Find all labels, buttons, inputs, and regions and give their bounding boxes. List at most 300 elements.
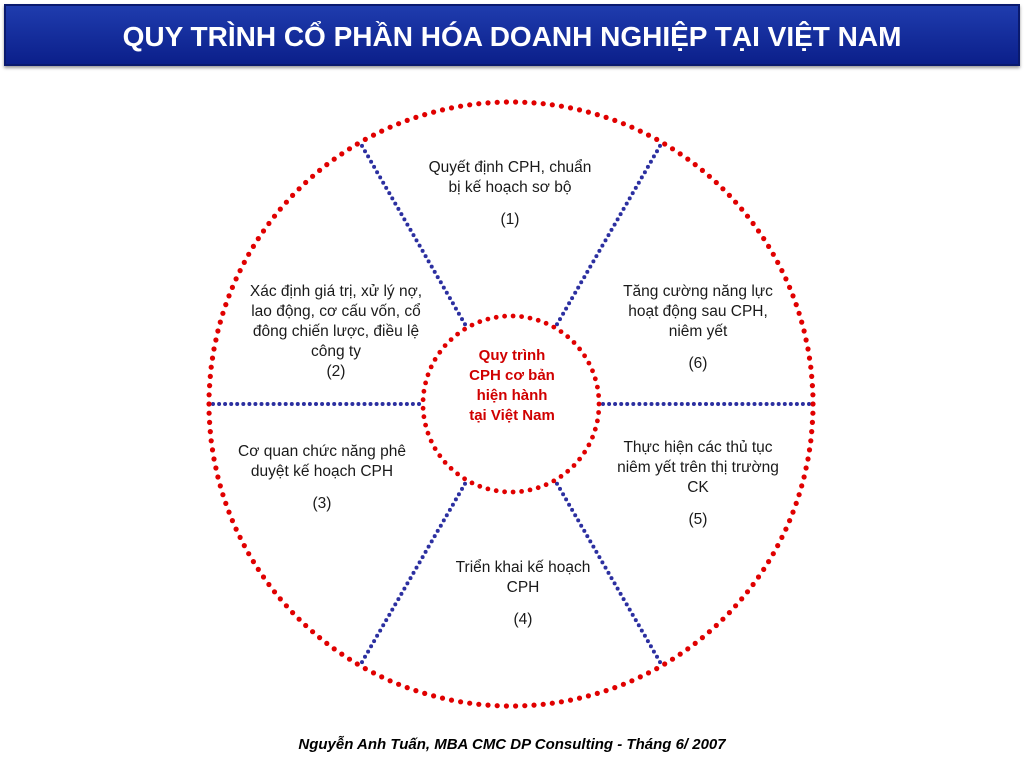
spoke-dot xyxy=(387,613,391,617)
spoke-dot xyxy=(448,296,452,300)
inner-ring-dot xyxy=(511,490,516,495)
inner-ring-dot xyxy=(449,466,454,471)
spoke-dot xyxy=(284,402,288,406)
outer-ring-dot xyxy=(238,535,243,540)
outer-ring-dot xyxy=(290,610,295,615)
outer-ring-dot xyxy=(207,392,212,397)
inner-ring-dot xyxy=(519,314,524,319)
spoke-dot xyxy=(326,402,330,406)
outer-ring-dot xyxy=(467,102,472,107)
spoke-dot xyxy=(558,317,562,321)
inner-ring-dot xyxy=(429,365,434,370)
spoke-dot xyxy=(801,402,805,406)
segment-5 xyxy=(616,438,780,530)
outer-ring-dot xyxy=(621,682,626,687)
inner-ring-dot xyxy=(486,317,491,322)
outer-ring-dot xyxy=(646,133,651,138)
spoke-dot xyxy=(344,402,348,406)
spoke-dot xyxy=(457,492,461,496)
outer-ring-dot xyxy=(807,447,812,452)
spoke-dot xyxy=(381,623,385,627)
outer-ring-dot xyxy=(751,221,756,226)
outer-ring-dot xyxy=(242,543,247,548)
spoke-dot xyxy=(561,492,565,496)
inner-ring-dot xyxy=(544,482,549,487)
spoke-dot xyxy=(637,623,641,627)
inner-ring-dot xyxy=(536,485,541,490)
spoke-dot xyxy=(610,228,614,232)
segment-6-text: Tăng cường năng lực hoạt động sau CPH, niêm yết xyxy=(623,283,773,340)
spoke-dot xyxy=(430,539,434,543)
outer-ring-dot xyxy=(568,105,573,110)
outer-ring-dot xyxy=(586,693,591,698)
spoke-dot xyxy=(399,212,403,216)
inner-ring-dot xyxy=(582,450,587,455)
spoke-dot xyxy=(384,618,388,622)
spoke-dot xyxy=(393,402,397,406)
spoke-dot xyxy=(296,402,300,406)
spoke-dot xyxy=(308,402,312,406)
inner-ring-dot xyxy=(596,410,601,415)
spoke-dot xyxy=(576,286,580,290)
outer-ring-dot xyxy=(662,661,667,666)
spoke-dot xyxy=(588,265,592,269)
inner-ring-dot xyxy=(572,340,577,345)
spoke-dot xyxy=(658,660,662,664)
spoke-dot xyxy=(418,244,422,248)
outer-ring-dot xyxy=(234,527,239,532)
outer-ring-dot xyxy=(809,429,814,434)
spoke-dot xyxy=(716,402,720,406)
outer-ring-dot xyxy=(440,696,445,701)
outer-ring-dot xyxy=(577,107,582,112)
spoke-dot xyxy=(445,513,449,517)
spoke-dot xyxy=(613,581,617,585)
outer-ring-dot xyxy=(317,168,322,173)
outer-ring-dot xyxy=(612,685,617,690)
outer-ring-dot xyxy=(775,260,780,265)
outer-ring-dot xyxy=(808,438,813,443)
outer-ring-dot xyxy=(685,646,690,651)
spoke-dot xyxy=(692,402,696,406)
outer-ring-dot xyxy=(210,356,215,361)
outer-ring-dot xyxy=(207,411,212,416)
outer-ring-dot xyxy=(761,567,766,572)
spoke-dot xyxy=(637,402,641,406)
spoke-dot xyxy=(625,202,629,206)
outer-ring-dot xyxy=(807,356,812,361)
outer-ring-dot xyxy=(220,311,225,316)
spoke-dot xyxy=(411,402,415,406)
spoke-dot xyxy=(338,402,342,406)
inner-ring-dot xyxy=(433,446,438,451)
spoke-dot xyxy=(616,587,620,591)
spoke-dot xyxy=(393,602,397,606)
outer-ring-dot xyxy=(761,236,766,241)
outer-ring-dot xyxy=(794,501,799,506)
spoke-dot xyxy=(457,312,461,316)
spoke-dot xyxy=(591,259,595,263)
spoke-dot xyxy=(399,592,403,596)
spoke-dot xyxy=(217,402,221,406)
outer-ring-dot xyxy=(405,118,410,123)
outer-ring-dot xyxy=(810,392,815,397)
spoke-dot xyxy=(607,233,611,237)
inner-ring-dot xyxy=(577,457,582,462)
inner-ring-dot xyxy=(455,472,460,477)
spoke-dot xyxy=(631,191,635,195)
spoke-dot xyxy=(387,191,391,195)
outer-ring-dot xyxy=(522,703,527,708)
spoke-dot xyxy=(607,402,611,406)
spoke-dot xyxy=(652,154,656,158)
spoke-dot xyxy=(789,402,793,406)
spoke-dot xyxy=(396,207,400,211)
segment-2 xyxy=(246,282,426,382)
outer-ring-dot xyxy=(531,100,536,105)
inner-ring-dot xyxy=(519,489,524,494)
spoke-dot xyxy=(668,402,672,406)
spoke-dot xyxy=(424,550,428,554)
spoke-dot xyxy=(576,518,580,522)
spoke-dot xyxy=(728,402,732,406)
inner-ring-dot xyxy=(462,327,467,332)
spoke-dot xyxy=(381,181,385,185)
outer-ring-dot xyxy=(745,589,750,594)
outer-ring-dot xyxy=(226,509,231,514)
outer-ring-dot xyxy=(783,276,788,281)
outer-ring-dot xyxy=(808,365,813,370)
inner-ring-dot xyxy=(572,463,577,468)
spoke-dot xyxy=(448,508,452,512)
segment-5-number: (5) xyxy=(688,511,708,528)
outer-ring-dot xyxy=(290,193,295,198)
inner-ring-dot xyxy=(577,347,582,352)
spoke-dot xyxy=(570,508,574,512)
outer-ring-dot xyxy=(251,559,256,564)
inner-ring-dot xyxy=(429,439,434,444)
outer-ring-dot xyxy=(266,582,271,587)
spoke-dot xyxy=(613,223,617,227)
spoke-dot xyxy=(369,160,373,164)
outer-ring-dot xyxy=(266,221,271,226)
outer-ring-dot xyxy=(242,260,247,265)
spoke-dot xyxy=(662,402,666,406)
outer-ring-dot xyxy=(531,703,536,708)
inner-ring-dot xyxy=(596,393,601,398)
spoke-dot xyxy=(610,576,614,580)
spoke-dot xyxy=(746,402,750,406)
outer-ring-dot xyxy=(246,551,251,556)
spoke-dot xyxy=(363,149,367,153)
spoke-dot xyxy=(622,597,626,601)
outer-ring-dot xyxy=(339,151,344,156)
outer-ring-dot xyxy=(550,701,555,706)
outer-ring-dot xyxy=(799,483,804,488)
inner-ring-dot xyxy=(559,474,564,479)
spoke-dot xyxy=(375,170,379,174)
inner-ring-dot xyxy=(433,357,438,362)
outer-ring-dot xyxy=(261,574,266,579)
outer-ring-dot xyxy=(670,146,675,151)
outer-ring-dot xyxy=(577,696,582,701)
outer-ring-dot xyxy=(347,657,352,662)
spoke-dot xyxy=(350,402,354,406)
outer-ring-dot xyxy=(363,666,368,671)
spoke-dot xyxy=(722,402,726,406)
outer-ring-dot xyxy=(504,703,509,708)
outer-ring-dot xyxy=(707,174,712,179)
spoke-dot xyxy=(366,650,370,654)
spoke-dot xyxy=(564,497,568,501)
outer-ring-dot xyxy=(693,162,698,167)
spoke-dot xyxy=(622,207,626,211)
spoke-dot xyxy=(628,608,632,612)
inner-ring-dot xyxy=(437,453,442,458)
outer-ring-dot xyxy=(771,551,776,556)
outer-ring-dot xyxy=(485,703,490,708)
outer-ring-dot xyxy=(787,285,792,290)
spoke-dot xyxy=(247,402,251,406)
outer-ring-dot xyxy=(458,699,463,704)
outer-ring-dot xyxy=(629,125,634,130)
spoke-dot xyxy=(366,154,370,158)
spoke-dot xyxy=(460,487,464,491)
spoke-dot xyxy=(402,587,406,591)
segment-2-text: Xác định giá trị, xử lý nợ, lao động, cơ cấu vốn, cổ đông chiến lược, điều lệ công ty xyxy=(249,283,423,360)
segment-2-number: (2) xyxy=(326,363,346,380)
outer-ring-dot xyxy=(213,337,218,342)
outer-ring-dot xyxy=(522,100,527,105)
spoke-dot xyxy=(266,402,270,406)
spoke-dot xyxy=(260,402,264,406)
outer-ring-dot xyxy=(756,574,761,579)
spoke-dot xyxy=(649,160,653,164)
outer-ring-dot xyxy=(638,674,643,679)
outer-ring-dot xyxy=(809,374,814,379)
spoke-dot xyxy=(418,560,422,564)
inner-ring-dot xyxy=(593,376,598,381)
inner-ring-dot xyxy=(511,314,516,319)
segment-5-text: Thực hiện các thủ tục niêm yết trên thị trường CK xyxy=(617,439,779,496)
outer-ring-dot xyxy=(714,623,719,628)
outer-ring-dot xyxy=(223,501,228,506)
outer-ring-dot xyxy=(802,474,807,479)
outer-ring-dot xyxy=(638,129,643,134)
outer-ring-dot xyxy=(413,115,418,120)
spoke-dot xyxy=(442,518,446,522)
spoke-dot xyxy=(375,634,379,638)
outer-ring-dot xyxy=(700,168,705,173)
outer-ring-dot xyxy=(513,703,518,708)
outer-ring-dot xyxy=(332,157,337,162)
spoke-dot xyxy=(436,275,440,279)
outer-ring-dot xyxy=(810,420,815,425)
outer-ring-dot xyxy=(422,691,427,696)
spoke-dot xyxy=(369,644,373,648)
outer-ring-dot xyxy=(396,121,401,126)
spoke-dot xyxy=(585,270,589,274)
outer-ring-dot xyxy=(678,151,683,156)
outer-ring-dot xyxy=(256,236,261,241)
spoke-dot xyxy=(686,402,690,406)
outer-ring-dot xyxy=(621,121,626,126)
spoke-dot xyxy=(616,217,620,221)
outer-ring-dot xyxy=(745,214,750,219)
spoke-dot xyxy=(272,402,276,406)
outer-ring-dot xyxy=(612,118,617,123)
outer-ring-dot xyxy=(799,320,804,325)
spoke-dot xyxy=(415,566,419,570)
spoke-dot xyxy=(363,402,367,406)
outer-ring-dot xyxy=(371,133,376,138)
spoke-dot xyxy=(795,402,799,406)
outer-ring-dot xyxy=(783,527,788,532)
outer-ring-dot xyxy=(804,465,809,470)
outer-ring-dot xyxy=(379,674,384,679)
spoke-dot xyxy=(759,402,763,406)
spoke-dot xyxy=(409,228,413,232)
inner-ring-dot xyxy=(422,389,427,394)
outer-ring-dot xyxy=(707,629,712,634)
outer-ring-dot xyxy=(388,678,393,683)
outer-ring-dot xyxy=(303,180,308,185)
inner-ring-dot xyxy=(582,353,587,358)
outer-ring-dot xyxy=(714,180,719,185)
spoke-dot xyxy=(625,602,629,606)
spoke-dot xyxy=(652,650,656,654)
outer-ring-dot xyxy=(733,200,738,205)
outer-ring-dot xyxy=(317,635,322,640)
outer-ring-dot xyxy=(215,474,220,479)
spoke-dot xyxy=(360,144,364,148)
spoke-dot xyxy=(445,291,449,295)
outer-ring-dot xyxy=(550,102,555,107)
outer-ring-dot xyxy=(541,101,546,106)
outer-ring-dot xyxy=(297,186,302,191)
outer-ring-dot xyxy=(211,456,216,461)
outer-ring-dot xyxy=(278,207,283,212)
spoke-dot xyxy=(631,613,635,617)
outer-ring-dot xyxy=(779,268,784,273)
outer-ring-dot xyxy=(700,635,705,640)
outer-ring-dot xyxy=(413,688,418,693)
spoke-dot xyxy=(619,402,623,406)
spoke-dot xyxy=(320,402,324,406)
spoke-dot xyxy=(567,503,571,507)
spoke-dot xyxy=(211,402,215,406)
outer-ring-dot xyxy=(230,518,235,523)
spoke-dot xyxy=(601,402,605,406)
spoke-dot xyxy=(421,249,425,253)
spoke-dot xyxy=(384,186,388,190)
segment-4 xyxy=(440,558,606,630)
outer-ring-dot xyxy=(347,146,352,151)
spoke-dot xyxy=(591,545,595,549)
spoke-dot xyxy=(619,592,623,596)
inner-ring-dot xyxy=(421,397,426,402)
spoke-dot xyxy=(680,402,684,406)
outer-ring-dot xyxy=(440,107,445,112)
spoke-dot xyxy=(409,576,413,580)
outer-ring-dot xyxy=(256,567,261,572)
outer-ring-dot xyxy=(278,596,283,601)
outer-ring-dot xyxy=(246,252,251,257)
segment-3-number: (3) xyxy=(312,495,332,512)
spoke-dot xyxy=(399,402,403,406)
outer-ring-dot xyxy=(779,535,784,540)
spoke-dot xyxy=(579,280,583,284)
outer-ring-dot xyxy=(355,141,360,146)
outer-ring-dot xyxy=(654,666,659,671)
segment-4-text: Triển khai kế hoạch CPH xyxy=(455,559,591,596)
outer-ring-dot xyxy=(727,193,732,198)
spoke-dot xyxy=(597,249,601,253)
outer-ring-dot xyxy=(251,244,256,249)
outer-ring-dot xyxy=(363,137,368,142)
outer-ring-dot xyxy=(678,652,683,657)
center-label: Quy trình CPH cơ bản hiện hành tại Việt Nam xyxy=(469,347,555,424)
outer-ring-dot xyxy=(209,365,214,370)
spoke-dot xyxy=(387,402,391,406)
inner-ring-dot xyxy=(597,402,602,407)
spoke-dot xyxy=(634,186,638,190)
outer-ring-dot xyxy=(388,125,393,130)
spoke-dot xyxy=(372,165,376,169)
outer-ring-dot xyxy=(206,401,211,406)
spoke-dot xyxy=(405,581,409,585)
outer-ring-dot xyxy=(766,559,771,564)
outer-ring-dot xyxy=(467,701,472,706)
spoke-dot xyxy=(390,196,394,200)
inner-ring-dot xyxy=(462,476,467,481)
outer-ring-dot xyxy=(476,702,481,707)
outer-ring-dot xyxy=(586,110,591,115)
spoke-dot xyxy=(631,402,635,406)
segment-1-number: (1) xyxy=(500,211,520,228)
spoke-dot xyxy=(229,402,233,406)
spoke-dot xyxy=(655,149,659,153)
spoke-dot xyxy=(356,402,360,406)
spoke-dot xyxy=(649,644,653,648)
outer-ring-dot xyxy=(223,302,228,307)
spoke-dot xyxy=(442,286,446,290)
outer-ring-dot xyxy=(431,693,436,698)
outer-ring-dot xyxy=(371,670,376,675)
spoke-dot xyxy=(594,254,598,258)
spoke-dot xyxy=(613,402,617,406)
spoke-dot xyxy=(655,655,659,659)
spoke-dot xyxy=(253,402,257,406)
outer-ring-dot xyxy=(541,702,546,707)
spoke-dot xyxy=(704,402,708,406)
outer-ring-dot xyxy=(211,346,216,351)
inner-ring-dot xyxy=(565,469,570,474)
spoke-dot xyxy=(573,513,577,517)
outer-ring-dot xyxy=(756,228,761,233)
outer-ring-dot xyxy=(595,112,600,117)
spoke-dot xyxy=(433,270,437,274)
inner-ring-dot xyxy=(595,385,600,390)
outer-ring-dot xyxy=(218,320,223,325)
outer-ring-dot xyxy=(379,129,384,134)
inner-ring-dot xyxy=(437,350,442,355)
spoke-dot xyxy=(427,259,431,263)
spoke-dot xyxy=(415,238,419,242)
outer-ring-dot xyxy=(559,699,564,704)
outer-ring-dot xyxy=(662,141,667,146)
outer-ring-dot xyxy=(604,115,609,120)
